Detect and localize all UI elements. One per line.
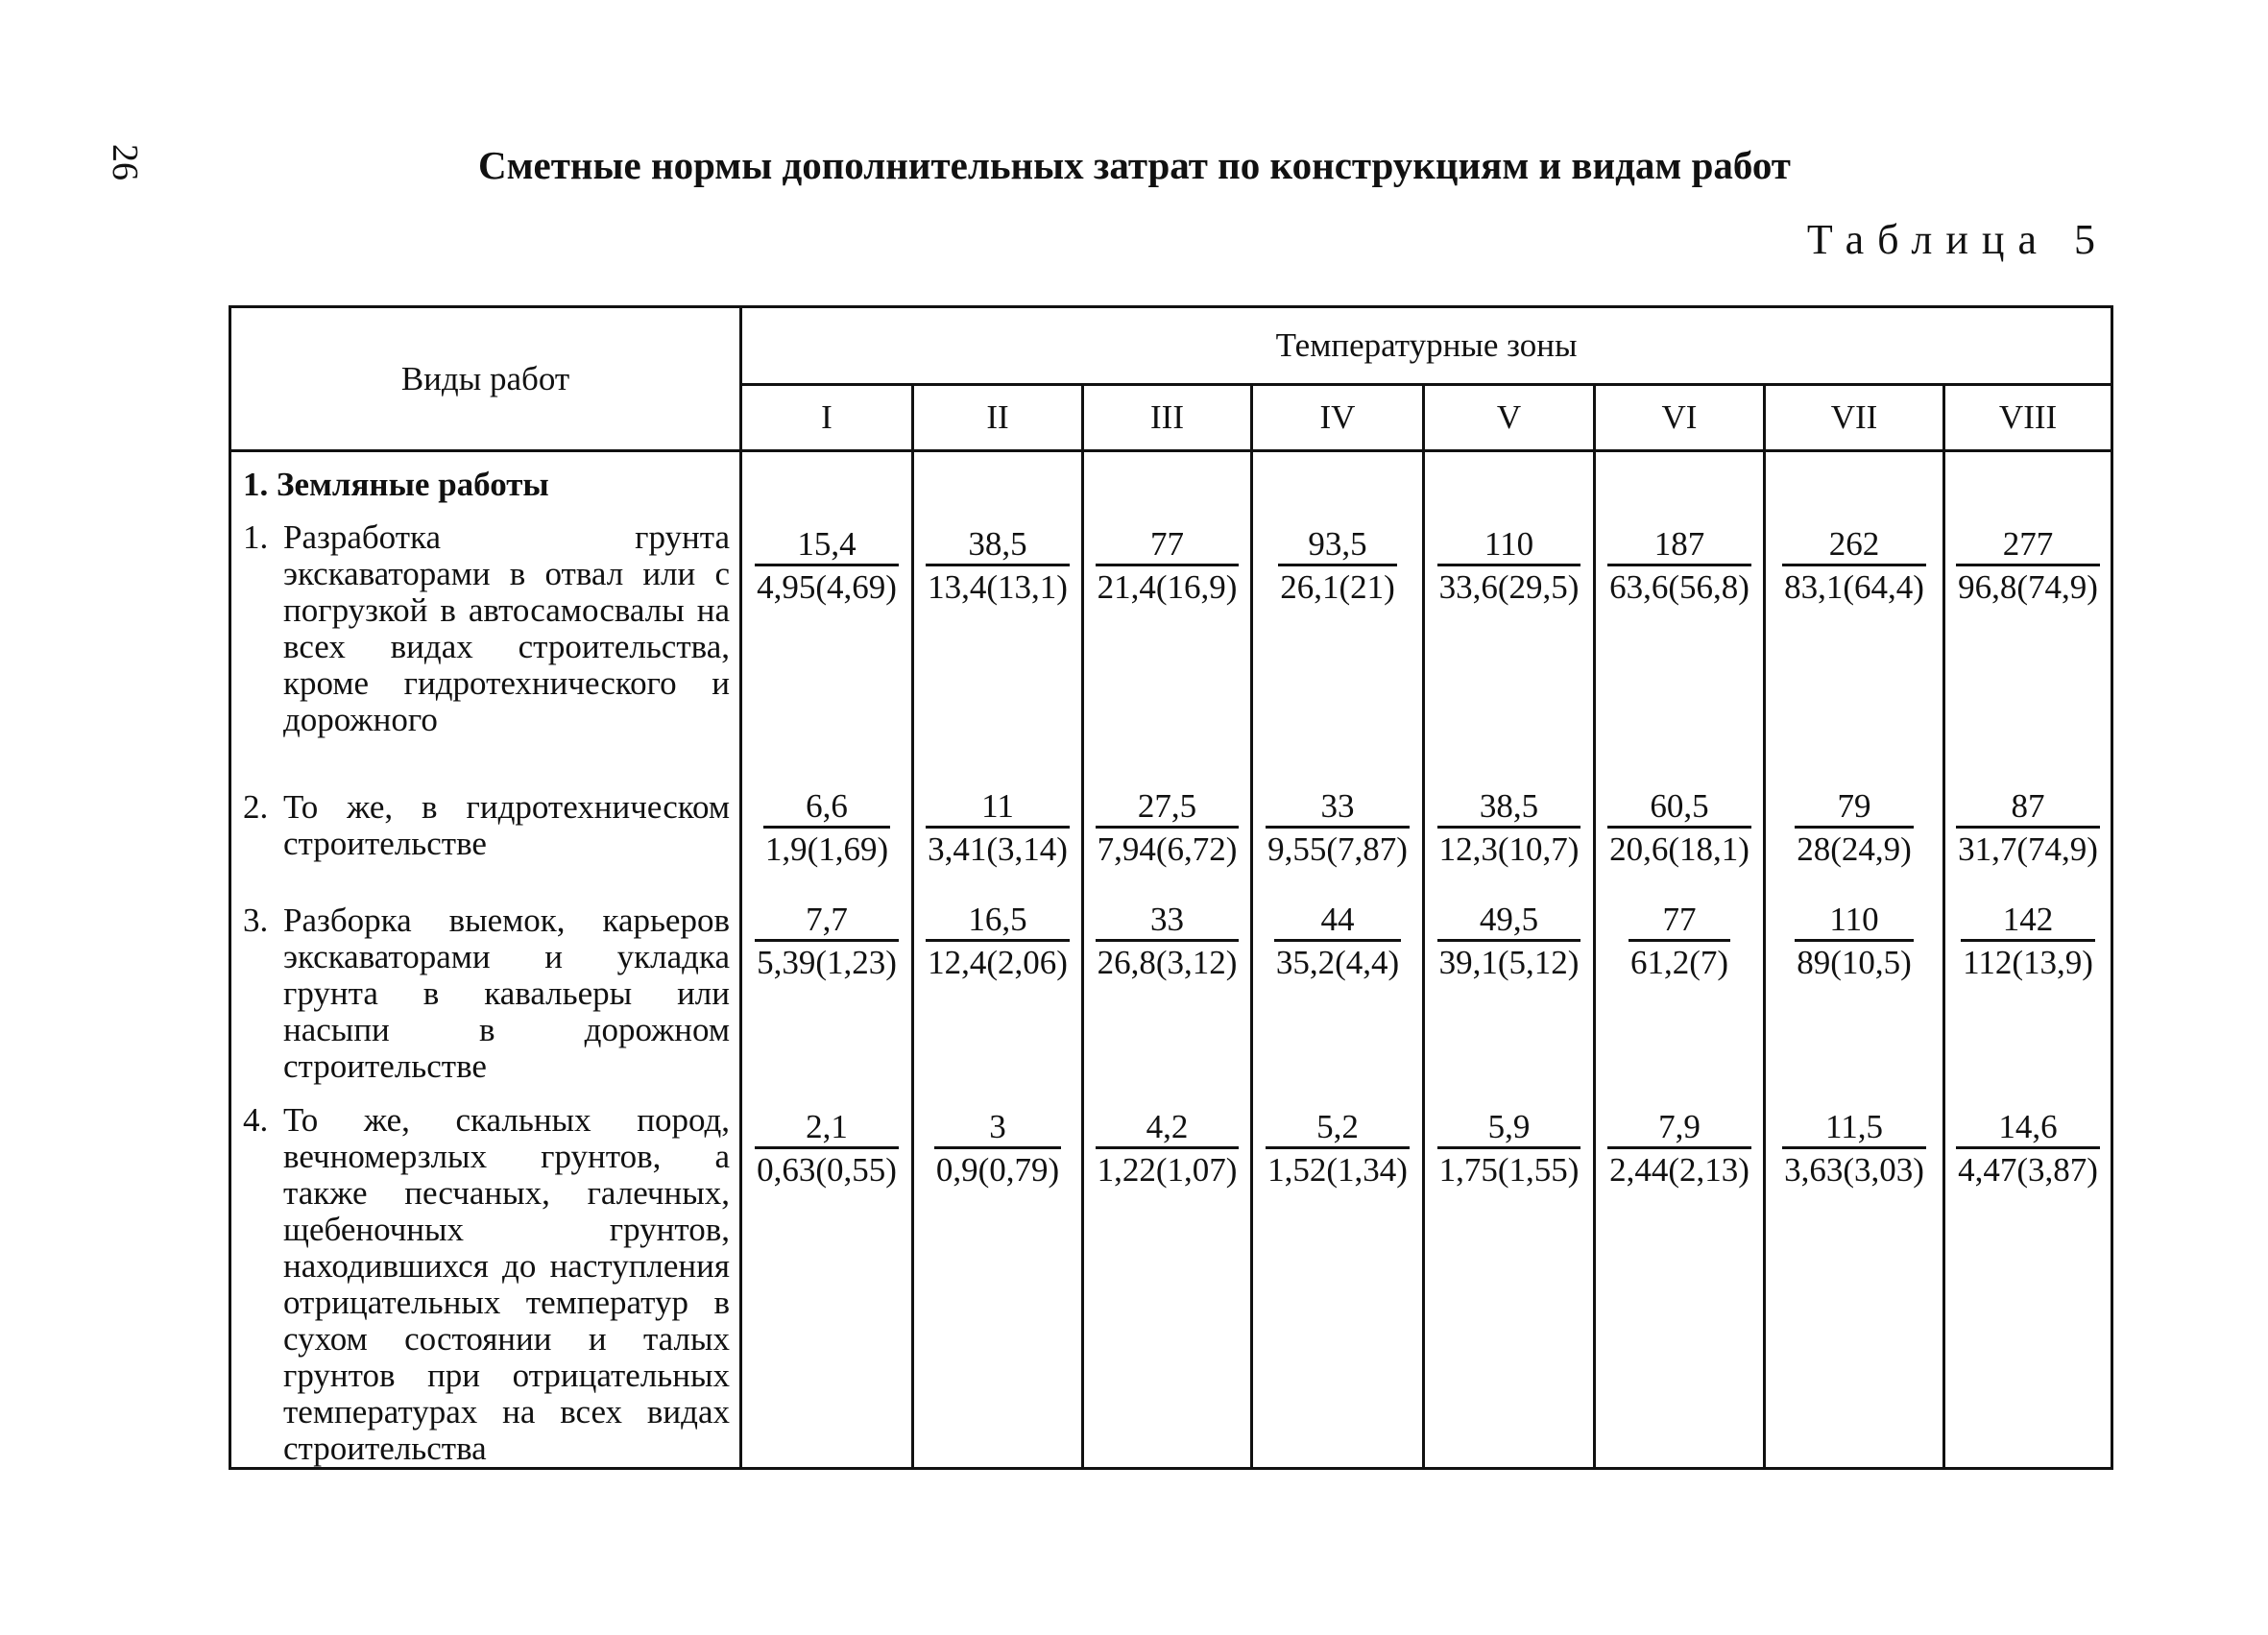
norm-fraction	[1607, 525, 1751, 607]
section-title: 1. Земляные работы	[243, 466, 549, 503]
header-zones: Температурные зоны	[741, 307, 2112, 385]
norm-top-value: 33	[1150, 900, 1184, 938]
norm-bottom-value: 4,95(4,69)	[755, 564, 899, 607]
table-row	[230, 1093, 2112, 1469]
norm-top-value: 2,1	[806, 1107, 848, 1145]
norm-value-cell	[1765, 1093, 1944, 1469]
table-row	[230, 780, 2112, 893]
norm-fraction	[1956, 525, 2100, 607]
norm-bottom-value: 39,1(5,12)	[1437, 939, 1581, 982]
norm-value-cell	[1424, 451, 1595, 780]
norm-value-cell	[1595, 780, 1765, 893]
norm-value-cell	[1083, 780, 1252, 893]
norm-top-value: 38,5	[1479, 786, 1539, 825]
zone-header: VI	[1595, 385, 1765, 451]
norm-top-value: 11,5	[1825, 1107, 1883, 1145]
norm-value-cell	[1252, 780, 1424, 893]
norm-value-cell	[1424, 1093, 1595, 1469]
norm-bottom-value: 2,44(2,13)	[1607, 1146, 1751, 1190]
zone-header: IV	[1252, 385, 1424, 451]
norm-top-value: 16,5	[968, 900, 1027, 938]
norm-fraction	[755, 1108, 899, 1190]
norm-top-value: 3	[989, 1107, 1006, 1145]
norm-top-value: 110	[1484, 525, 1534, 563]
norm-top-value: 27,5	[1137, 786, 1197, 825]
norm-bottom-value: 1,22(1,07)	[1096, 1146, 1240, 1190]
norm-value-cell	[741, 1093, 913, 1469]
norm-bottom-value: 26,8(3,12)	[1096, 939, 1240, 982]
norms-table	[229, 305, 2113, 1470]
norm-value-cell	[741, 780, 913, 893]
norm-value-cell	[1424, 780, 1595, 893]
norm-fraction	[1607, 787, 1751, 869]
norm-bottom-value: 1,52(1,34)	[1266, 1146, 1410, 1190]
norm-fraction	[1096, 525, 1240, 607]
norm-bottom-value: 0,63(0,55)	[755, 1146, 899, 1190]
norm-bottom-value: 1,9(1,69)	[763, 826, 890, 869]
norm-bottom-value: 61,2(7)	[1629, 939, 1730, 982]
work-item	[243, 902, 730, 1085]
norm-bottom-value: 21,4(16,9)	[1096, 564, 1240, 607]
work-description-cell	[230, 893, 741, 1093]
norm-bottom-value: 0,9(0,79)	[934, 1146, 1061, 1190]
work-item	[243, 789, 730, 862]
norm-top-value: 7,7	[806, 900, 848, 938]
norm-fraction	[755, 901, 899, 982]
norm-value-cell	[1424, 893, 1595, 1093]
work-description-cell	[230, 1093, 741, 1469]
norm-top-value: 4,2	[1146, 1107, 1189, 1145]
zone-header: III	[1083, 385, 1252, 451]
norm-bottom-value: 63,6(56,8)	[1607, 564, 1751, 607]
norm-fraction	[1437, 787, 1581, 869]
norm-fraction	[1274, 901, 1401, 982]
norm-fraction	[934, 1108, 1061, 1190]
norm-top-value: 6,6	[806, 786, 848, 825]
norm-bottom-value: 1,75(1,55)	[1437, 1146, 1581, 1190]
work-number: 3.	[243, 901, 269, 939]
norm-top-value: 15,4	[797, 525, 857, 563]
norm-fraction	[1782, 1108, 1926, 1190]
work-description-cell	[230, 451, 741, 780]
norm-top-value: 14,6	[1998, 1107, 2058, 1145]
norm-value-cell	[913, 451, 1083, 780]
norm-top-value: 87	[2011, 786, 2045, 825]
norm-bottom-value: 20,6(18,1)	[1607, 826, 1751, 869]
norm-bottom-value: 5,39(1,23)	[755, 939, 899, 982]
norm-value-cell	[1252, 893, 1424, 1093]
norm-value-cell	[1765, 451, 1944, 780]
work-number: 2.	[243, 787, 269, 826]
table-row	[230, 893, 2112, 1093]
norm-top-value: 110	[1829, 900, 1879, 938]
norm-value-cell	[913, 1093, 1083, 1469]
zone-header: VII	[1765, 385, 1944, 451]
norm-fraction	[755, 525, 899, 607]
norm-fraction	[763, 787, 890, 869]
zone-header: I	[741, 385, 913, 451]
norm-bottom-value: 31,7(74,9)	[1956, 826, 2100, 869]
norm-fraction	[926, 525, 1070, 607]
norm-value-cell	[1595, 893, 1765, 1093]
norm-value-cell	[1595, 1093, 1765, 1469]
norm-bottom-value: 7,94(6,72)	[1096, 826, 1240, 869]
norm-fraction	[1096, 787, 1240, 869]
norm-value-cell	[1944, 1093, 2112, 1469]
norm-fraction	[1795, 901, 1914, 982]
norm-fraction	[1795, 787, 1914, 869]
norm-bottom-value: 33,6(29,5)	[1437, 564, 1581, 607]
norm-fraction	[1096, 1108, 1240, 1190]
norm-fraction	[1437, 525, 1581, 607]
norm-top-value: 77	[1662, 900, 1697, 938]
page-title: Сметные нормы дополнительных затрат по конструкциям и видам работ	[478, 143, 1791, 187]
norm-value-cell	[1083, 1093, 1252, 1469]
zone-header: VIII	[1944, 385, 2112, 451]
norm-fraction	[1782, 525, 1926, 607]
norm-top-value: 187	[1653, 525, 1705, 563]
norm-top-value: 77	[1150, 525, 1184, 563]
norm-fraction	[1266, 787, 1410, 869]
norm-bottom-value: 112(13,9)	[1961, 939, 2095, 982]
norm-value-cell	[1252, 451, 1424, 780]
norm-fraction	[1096, 901, 1240, 982]
norm-fraction	[926, 787, 1070, 869]
norm-value-cell	[1765, 893, 1944, 1093]
norm-bottom-value: 89(10,5)	[1795, 939, 1914, 982]
table-body	[230, 451, 2112, 1469]
norm-bottom-value: 35,2(4,4)	[1274, 939, 1401, 982]
work-text: Разработка грунта экскаваторами в отвал или с погрузкой в автосамосвалы на всех видах строительства, кроме гидротехнического и дорожного	[283, 518, 730, 738]
norm-value-cell	[1765, 780, 1944, 893]
norm-fraction	[1437, 1108, 1581, 1190]
norm-top-value: 7,9	[1658, 1107, 1701, 1145]
norm-top-value: 277	[2002, 525, 2054, 563]
norm-fraction	[1629, 901, 1730, 982]
work-text: То же, скальных пород, вечномерзлых грунтов, а также песчаных, галечных, щебеночных грунтов, находившихся до наступления отрицательных температур в сухом состоянии и талых грунтов при отрицательных температурах на всех видах строительства	[283, 1100, 730, 1467]
page-number: 26	[105, 144, 145, 180]
norm-bottom-value: 26,1(21)	[1278, 564, 1397, 607]
work-number: 4.	[243, 1100, 269, 1139]
work-number: 1.	[243, 518, 269, 556]
norm-fraction	[1607, 1108, 1751, 1190]
norm-value-cell	[1083, 451, 1252, 780]
norm-bottom-value: 96,8(74,9)	[1956, 564, 2100, 607]
zone-header: V	[1424, 385, 1595, 451]
zone-header: II	[913, 385, 1083, 451]
table-label: Таблица 5	[1806, 216, 2109, 263]
norm-bottom-value: 3,41(3,14)	[926, 826, 1070, 869]
norm-fraction	[1961, 901, 2095, 982]
table-row	[230, 451, 2112, 780]
norm-fraction	[1956, 787, 2100, 869]
norm-value-cell	[1252, 1093, 1424, 1469]
header-works: Виды работ	[230, 307, 741, 451]
norm-fraction	[1278, 525, 1397, 607]
norm-bottom-value: 4,47(3,87)	[1956, 1146, 2100, 1190]
work-item	[243, 519, 730, 738]
norm-top-value: 49,5	[1479, 900, 1539, 938]
norm-value-cell	[1595, 451, 1765, 780]
norm-top-value: 5,2	[1316, 1107, 1359, 1145]
norm-fraction	[1437, 901, 1581, 982]
work-text: То же, в гидротехническом строительстве	[283, 787, 730, 862]
norm-value-cell	[913, 893, 1083, 1093]
norm-bottom-value: 9,55(7,87)	[1266, 826, 1410, 869]
norm-bottom-value: 3,63(3,03)	[1782, 1146, 1926, 1190]
work-text: Разборка выемок, карьеров экскаваторами и укладка грунта в кавальеры или насыпи в дорожном строительстве	[283, 901, 730, 1085]
norm-top-value: 79	[1837, 786, 1871, 825]
norm-bottom-value: 13,4(13,1)	[926, 564, 1070, 607]
norm-top-value: 60,5	[1650, 786, 1709, 825]
work-description-cell	[230, 780, 741, 893]
norm-top-value: 262	[1828, 525, 1880, 563]
norm-top-value: 142	[2002, 900, 2054, 938]
norm-value-cell	[913, 780, 1083, 893]
work-item	[243, 1102, 730, 1467]
norm-value-cell	[1944, 451, 2112, 780]
norm-value-cell	[1944, 780, 2112, 893]
norm-bottom-value: 83,1(64,4)	[1782, 564, 1926, 607]
norm-fraction	[1956, 1108, 2100, 1190]
norm-top-value: 38,5	[968, 525, 1027, 563]
norm-bottom-value: 12,4(2,06)	[926, 939, 1070, 982]
norm-value-cell	[741, 893, 913, 1093]
norm-value-cell	[1944, 893, 2112, 1093]
norm-fraction	[926, 901, 1070, 982]
norm-top-value: 5,9	[1487, 1107, 1531, 1145]
norm-top-value: 93,5	[1308, 525, 1367, 563]
norm-top-value: 11	[981, 786, 1014, 825]
norm-top-value: 33	[1320, 786, 1355, 825]
norm-fraction	[1266, 1108, 1410, 1190]
norm-value-cell	[741, 451, 913, 780]
norm-value-cell	[1083, 893, 1252, 1093]
norm-top-value: 44	[1320, 900, 1355, 938]
norm-bottom-value: 28(24,9)	[1795, 826, 1914, 869]
norm-bottom-value: 12,3(10,7)	[1437, 826, 1581, 869]
